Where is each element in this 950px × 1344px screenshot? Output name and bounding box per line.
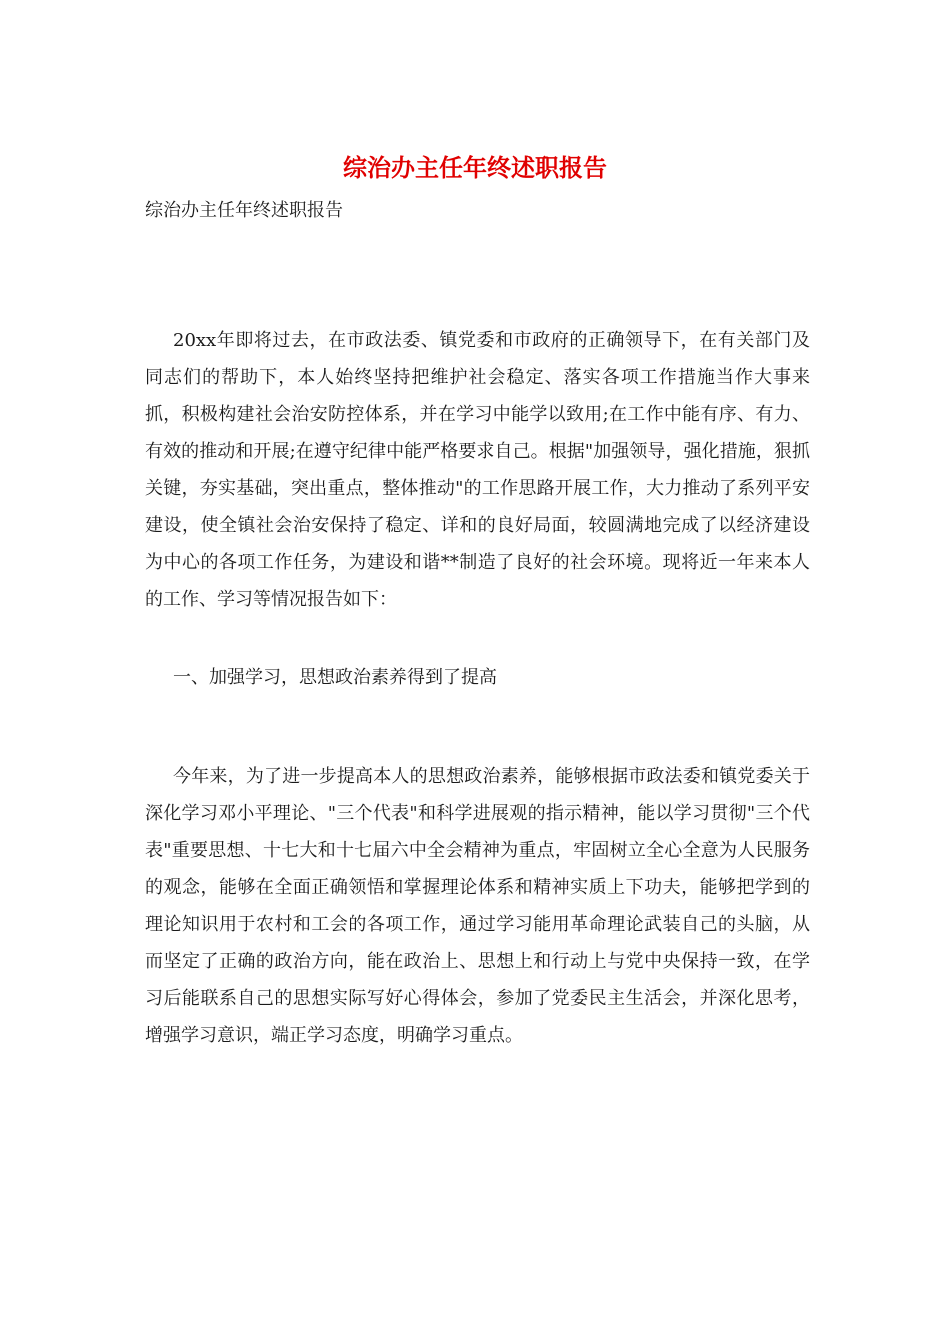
document-subtitle: 综治办主任年终述职报告 (145, 200, 343, 221)
section-heading-1: 一、加强学习，思想政治素养得到了提高 (173, 667, 497, 688)
intro-paragraph: 20xx年即将过去，在市政法委、镇党委和市政府的正确领导下，在有关部门及同志们的帮助下，本人始终坚持把维护社会稳定、落实各项工作措施当作大事来抓，积极构建社会治安防控体系，并在学习中能学以致用;在工作中能有序、有力、有效的推动和开展;在遵守纪律中能严格要求自己。根据"加强领导，强化措施，狠抓关键，夯实基础，突出重点，整体推动"的工作思路开展工作，大力推动了系列平安建设，使全镇社会治安保持了稳定、详和的良好局面，较圆满地完成了以经济建设为中心的各项工作任务，为建设和谐**制造了良好的社会环境。现将近一年来本人的工作、学习等情况报告如下： (145, 330, 810, 610)
section-1-paragraph: 今年来，为了进一步提高本人的思想政治素养，能够根据市政法委和镇党委关于深化学习邓小平理论、"三个代表"和科学进展观的指示精神，能以学习贯彻"三个代表"重要思想、十七大和十七届六中全会精神为重点，牢固树立全心全意为人民服务的观念，能够在全面正确领悟和掌握理论体系和精神实质上下功夫，能够把学到的理论知识用于农村和工会的各项工作，通过学习能用革命理论武装自己的头脑，从而坚定了正确的政治方向，能在政治上、思想上和行动上与党中央保持一致，在学习后能联系自己的思想实际写好心得体会，参加了党委民主生活会，并深化思考，增强学习意识，端正学习态度，明确学习重点。 (145, 766, 810, 1046)
document-title: 综治办主任年终述职报告 (343, 153, 607, 182)
